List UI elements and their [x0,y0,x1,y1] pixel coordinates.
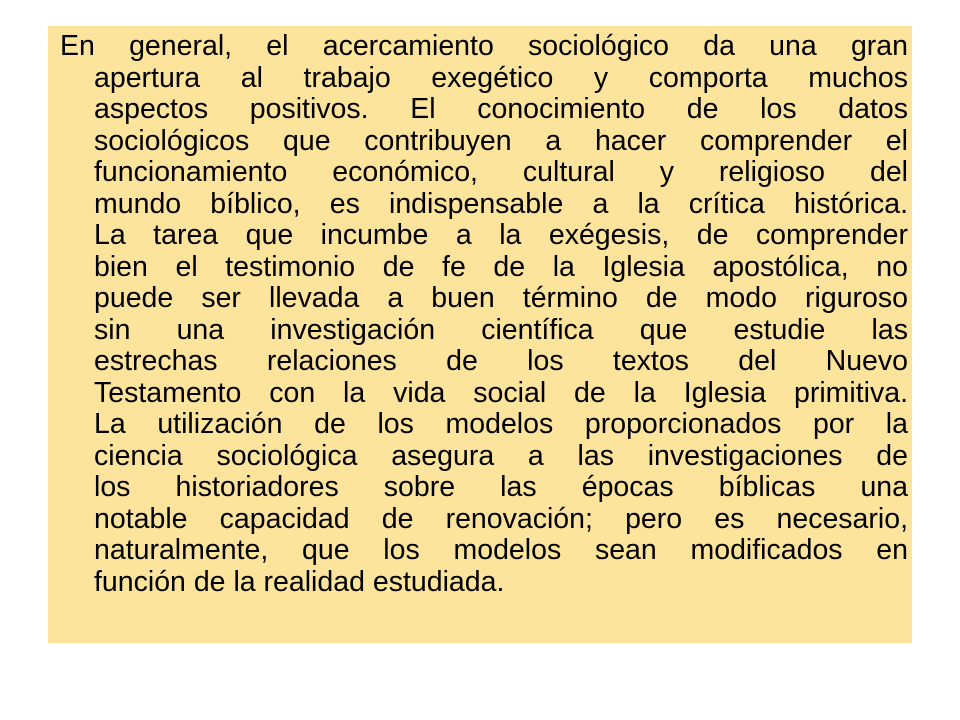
paragraph-line: función de la realidad estudiada. [94,565,505,598]
body-paragraph [60,31,908,598]
paragraph-line: En general, el acercamiento sociológico da una gran [60,30,908,62]
paragraph-line: ciencia sociológica asegura a las investigaciones de [94,439,908,472]
paragraph-line: estrechas relaciones de los textos del Nuevo [94,345,908,377]
paragraph-line: apertura al trabajo exegético y comporta muchos [94,61,908,94]
paragraph-line: notable capacidad de renovación; pero es necesario, [94,502,908,535]
paragraph-line: Testamento con la vida social de la Iglesia primitiva. [94,376,908,409]
paragraph-line: los historiadores sobre las épocas bíblicas una [94,471,908,503]
paragraph-line: puede ser llevada a buen término de modo riguroso [94,282,908,314]
paragraph-line: La utilización de los modelos proporcionados por la [94,408,908,440]
paragraph-line: funcionamiento económico, cultural y religioso del [94,156,908,188]
text-box [48,26,912,643]
paragraph-line: sin una investigación científica que estudie las [94,313,908,346]
paragraph-line: bien el testimonio de fe de la Iglesia apostólica, no [94,250,908,283]
paragraph-line: aspectos positivos. El conocimiento de los datos [94,93,908,125]
paragraph-line: La tarea que incumbe a la exégesis, de comprender [94,219,908,251]
paragraph-line: sociológicos que contribuyen a hacer comprender el [94,124,908,157]
paragraph-line: naturalmente, que los modelos sean modificados en [94,534,908,566]
paragraph-line: mundo bíblico, es indispensable a la crítica histórica. [94,187,908,220]
